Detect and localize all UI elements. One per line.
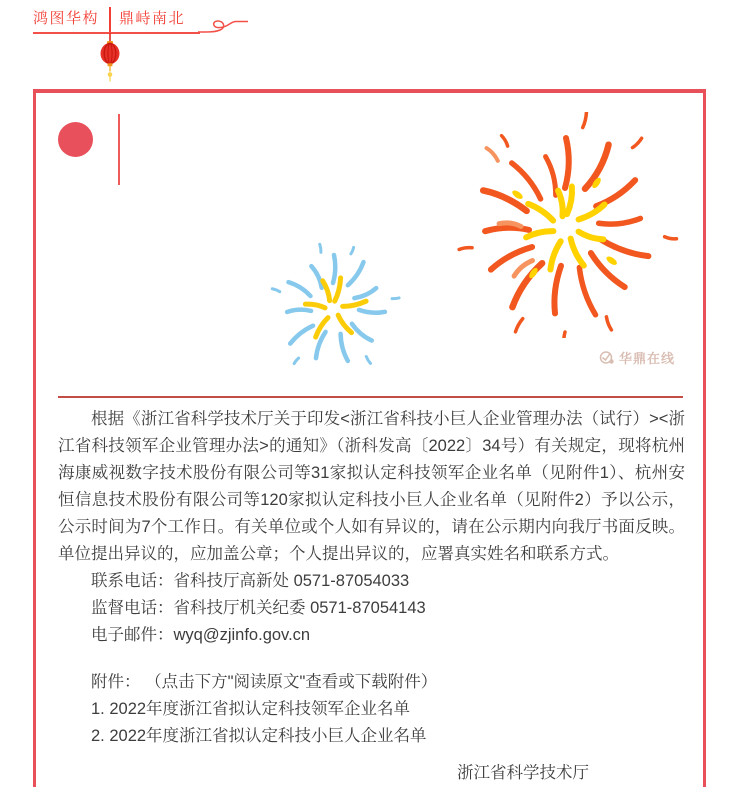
email-line: 电子邮件：wyq@zjinfo.gov.cn [91,626,311,644]
attachment-item-1: 1. 2022年度浙江省拟认定科技领军企业名单 [91,700,411,718]
content-divider [58,396,683,398]
notice-paragraph: 根据《浙江省科学技术厅关于印发<浙江省科技小巨人企业管理办法（试行）><浙江省科技领军企业管理办法>的通知》（浙科发高〔2022〕34号）有关规定，现将杭州海康威视数字技术股份有限公司等31家拟认定科技领军企业名单（见附件1）、杭州安恒信息技术股份有限公司等120家拟认定科技小巨人企业名单（见附件2）予以公示，公示时间为7个工作日。有关单位或个人如有异议的，请在公示期内向我厅书面反映。单位提出异议的，应加盖公章；个人提出异议的，应署真实姓名和联系方式。 [58,410,685,563]
red-lantern-icon [97,33,123,83]
banner-divider [109,7,111,34]
watermark-label: 华鼎在线 [619,351,676,366]
article-body [58,406,685,787]
watermark [598,348,675,367]
red-dot [58,122,93,157]
title-vertical-rule [118,114,120,185]
supervision-phone-line: 监督电话：省科技厅机关纪委 0571-87054143 [91,599,426,617]
signature: 浙江省科学技术厅 [457,764,589,782]
attachment-item-2: 2. 2022年度浙江省拟认定科技小巨人企业名单 [91,727,427,745]
attachments-section [58,669,685,750]
contact-phone-line: 联系电话：省科技厅高新处 0571-87054033 [91,572,410,590]
fireworks-large-icon [415,112,715,338]
fireworks-small-icon [258,242,408,376]
watermark-logo-icon [598,349,615,366]
brand-left-label: 鸿图华构 [33,10,100,27]
line-curl-decoration [198,15,248,37]
attachments-heading: 附件： （点击下方"阅读原文"查看或下载附件） [91,673,438,691]
brand-right-label: 鼎峙南北 [119,10,186,27]
